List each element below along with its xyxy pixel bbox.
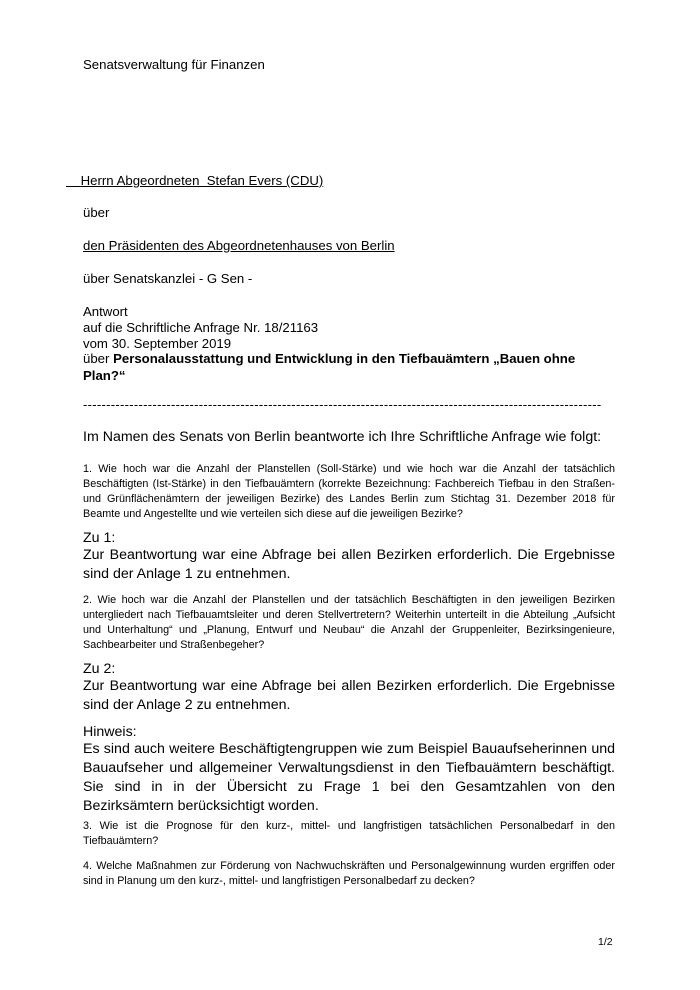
separator-line: ---------------------------------------------------------------------------------------------------------------- <box>83 397 602 412</box>
recipient-underline-lead <box>66 173 81 188</box>
note-label: Hinweis: <box>83 724 137 740</box>
answer-1-text: Zur Beantwortung war eine Abfrage bei allen Bezirken erforderlich. Die Ergebnisse sind der Anlage 1 zu entnehmen. <box>83 547 615 582</box>
inquiry-number: auf die Schriftliche Anfrage Nr. 18/21163 <box>83 320 319 335</box>
page-number: 1/2 <box>598 936 613 948</box>
question-3: 3. Wie ist die Prognose für den kurz-, mittel- und langfristigen tatsächlichen Personalbedarf in den Tiefbauämtern? <box>83 820 615 847</box>
via-chancellery: über Senatskanzlei - G Sen - <box>83 271 253 286</box>
authority-header: Senatsverwaltung für Finanzen <box>83 57 265 72</box>
subject-prefix: über <box>83 351 114 366</box>
subject-title: Personalausstattung und Entwicklung in den Tiefbauämtern „Bauen ohne Plan?“ <box>83 351 576 383</box>
recipient-line <box>66 172 366 189</box>
note-text: Es sind auch weitere Beschäftigtengruppen wie zum Beispiel Bauaufseherinnen und Bauaufseher und allgemeiner Verwaltungsdienst in den Tiefbauämtern beschäftigt. Sie sind in in der Übersicht zu Frage 1 bei den Gesamtzahlen von den Bezirksämtern berücksichtigt worden. <box>83 741 615 814</box>
question-4: 4. Welche Maßnahmen zur Förderung von Nachwuchskräften und Personalgewinnung wurden ergriffen oder sind in Planung um den kurz-, mittel- und langfristigen Personalbedarf zu decken? <box>83 860 615 887</box>
subject-line <box>83 350 615 384</box>
question-2: 2. Wie hoch war die Anzahl der Planstellen und der tatsächlich Beschäftigten in den jeweiligen Bezirken untergliedert nach Tiefbauamtsleiter und deren Stellvertretern? Weiterhin unterteilt in die Abteilung „Aufsicht und Unterhaltung“ und „Planung, Entwurf und Neubau“ die Anzahl der Gruppenleiter, Bezirksingenieure, Sachbearbeiter und Straßenbegeher? <box>83 594 615 651</box>
via-ueber: über <box>83 205 110 220</box>
intro-text: Im Namen des Senats von Berlin beantworte ich Ihre Schriftliche Anfrage wie folgt: <box>83 429 602 445</box>
reply-label: Antwort <box>83 304 128 319</box>
question-1: 1. Wie hoch war die Anzahl der Planstellen (Soll-Stärke) und wie hoch war die Anzahl der tatsächlich Beschäftigten (Ist-Stärke) in den Tiefbauämtern (korrekte Bezeichnung: Fachbereich Tiefbau in den Straßen- und Grünflächenämtern der jeweiligen Bezirke) des Landes Berlin zum Stichtag 31. Dezember 2018 für Beamte und Angestellte und wie verteilen sich diese auf die jeweiligen Bezirke? <box>83 463 615 520</box>
answer-2-text: Zur Beantwortung war eine Abfrage bei allen Bezirken erforderlich. Die Ergebnisse sind der Anlage 2 zu entnehmen. <box>83 678 615 713</box>
recipient-name: Herrn Abgeordneten Stefan Evers (CDU) <box>80 173 324 188</box>
via-president: den Präsidenten des Abgeordnetenhauses von Berlin <box>83 238 395 253</box>
answer-1-label: Zu 1: <box>83 530 116 546</box>
answer-2-label: Zu 2: <box>83 661 116 677</box>
inquiry-date: vom 30. September 2019 <box>83 336 232 351</box>
